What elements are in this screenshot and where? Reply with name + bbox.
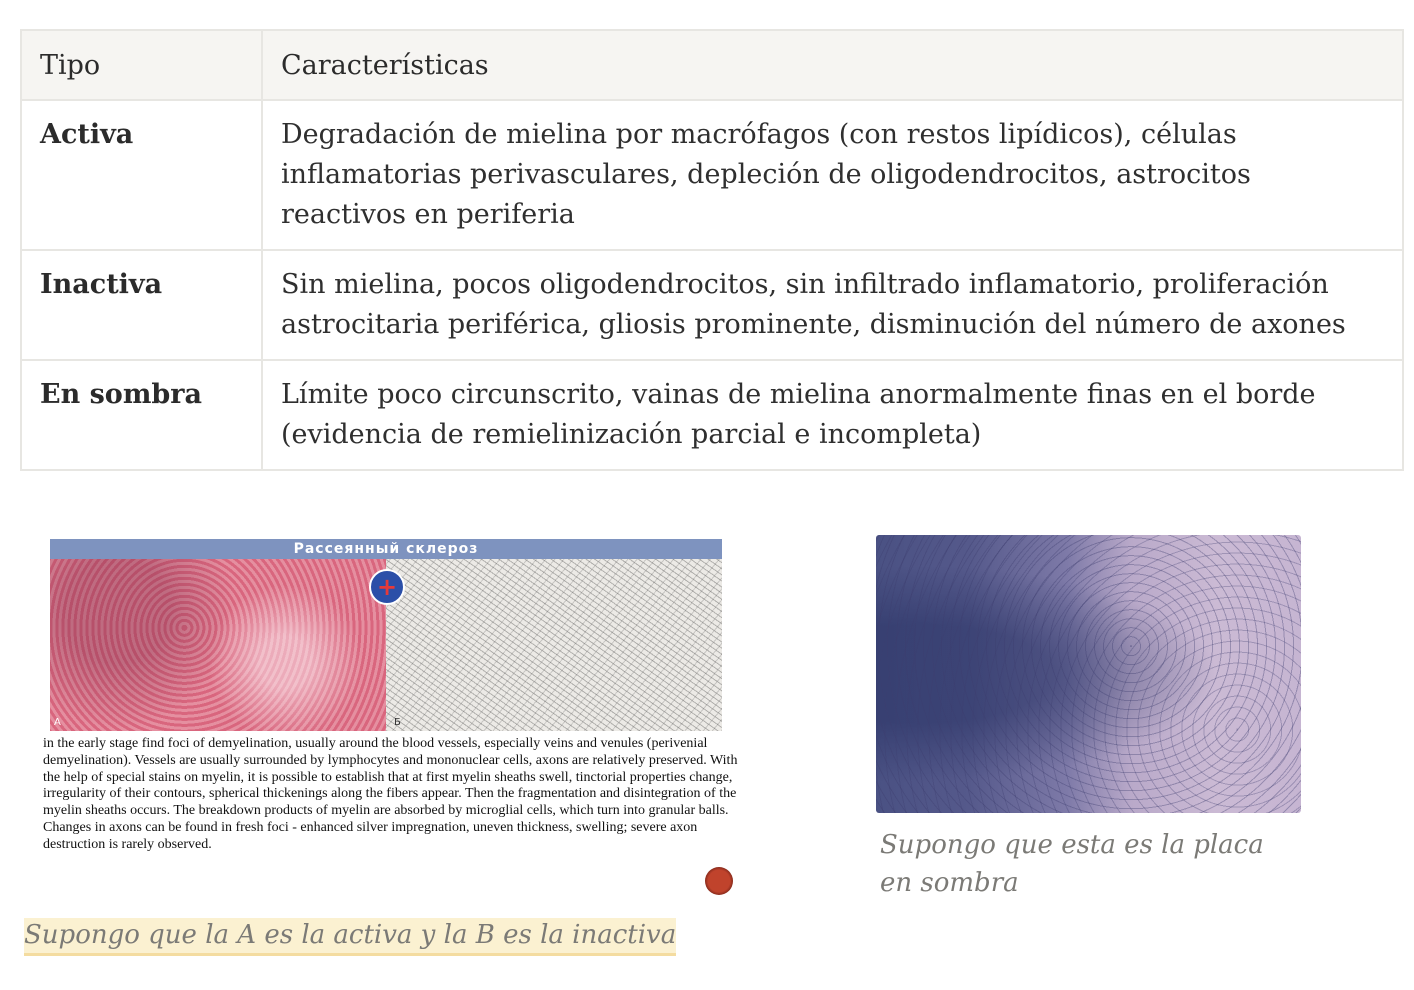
header-caracteristicas: Características [262,30,1403,100]
figure-banner: Рассеянный склероз [50,539,722,559]
histology-panel-a [50,559,386,731]
table-row [21,100,1403,250]
row-type: Inactiva [21,250,262,360]
table-row [21,250,1403,360]
table-header-row [21,30,1403,100]
histology-panel-b [386,559,722,731]
record-dot-icon [705,867,733,895]
row-description: Degradación de mielina por macrófagos (con restos lipídicos), células inflamatorias perivasculares, depleción de oligodendrocitos, astrocitos reactivos en periferia [262,100,1403,250]
plaque-types-table [20,29,1404,471]
histology-figure-shadow-plaque[interactable] [876,535,1301,813]
row-type: Activa [21,100,262,250]
panel-a-label: A [54,717,61,728]
figure-a-caption: Supongo que la A es la activa y la B es la inactiva [24,918,676,956]
histology-figure-a-b[interactable] [24,533,764,903]
row-description: Límite poco circunscrito, vainas de mielina anormalmente finas en el borde (evidencia de remielinización parcial e incompleta) [262,360,1403,470]
row-type: En sombra [21,360,262,470]
figure-text: in the early stage find foci of demyelination, usually around the blood vessels, especially veins and venules (perivenial demyelination). Vessels are usually surrounded by lymphocytes and mononuclear cells, axons are relatively preserved. With the help of special stains on myelin, it is possible to establish that at first myelin sheaths swell, tinctorial properties change, irregularity of their contours, spherical thickenings along the fibers appear. Then the fragmentation and disintegration of the myelin sheaths occurs. The breakdown products of myelin are absorbed by microglial cells, which turn into granular balls. Changes in axons can be found in fresh foci - enhanced silver impregnation, uneven thickness, swelling; severe axon destruction is rarely observed. [43,736,738,852]
medical-cross-logo-icon [369,569,405,605]
row-description: Sin mielina, pocos oligodendrocitos, sin infiltrado inflamatorio, proliferación astrocitaria periférica, gliosis prominente, disminución del número de axones [262,250,1403,360]
panel-b-label: Б [394,717,401,728]
figure-b-caption: Supongo que esta es la placa en sombra [880,830,1264,898]
texture-overlay [876,535,1301,813]
header-tipo: Tipo [21,30,262,100]
table-row [21,360,1403,470]
